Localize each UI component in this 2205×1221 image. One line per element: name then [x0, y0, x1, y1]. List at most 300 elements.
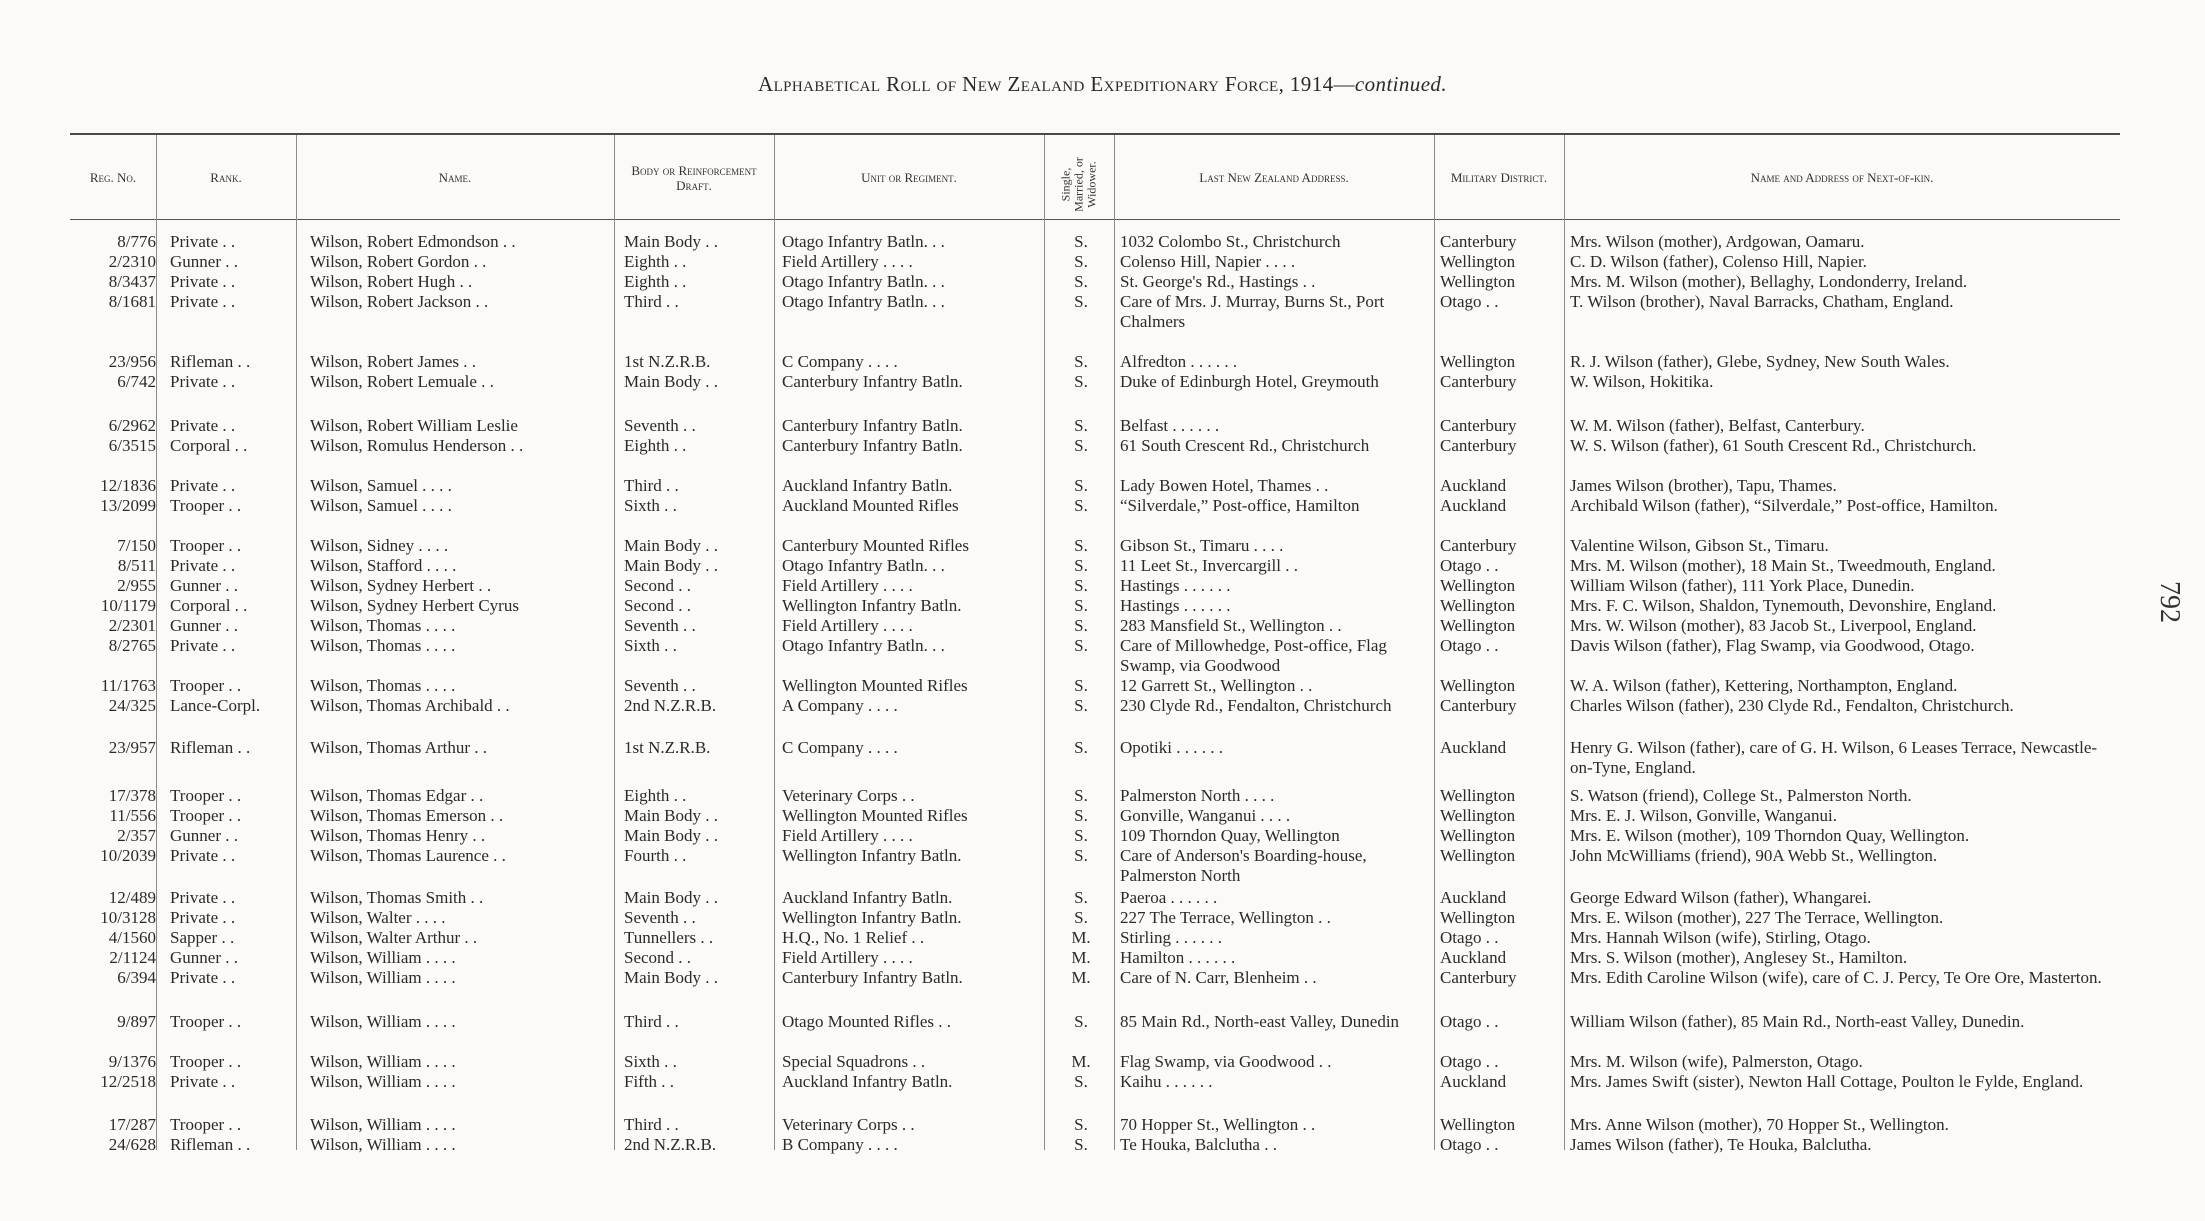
cell-reg: 10/1179	[100, 596, 156, 615]
cell-kin: W. M. Wilson (father), Belfast, Canterbury.	[1570, 416, 1865, 435]
cell-addr: Paeroa . . . . . .	[1120, 888, 1218, 907]
cell-kin: Mrs. E. J. Wilson, Gonville, Wanganui.	[1570, 806, 1837, 825]
cell-kin: Mrs. F. C. Wilson, Shaldon, Tynemouth, Devonshire, England.	[1570, 596, 1997, 615]
cell-name: Wilson, Sidney . . . .	[310, 536, 449, 555]
cell-name: Wilson, Thomas Archibald . .	[310, 696, 510, 715]
cell-body: Main Body . .	[624, 232, 718, 251]
cell-body: Eighth . .	[624, 272, 687, 291]
cell-name: Wilson, Thomas Henry . .	[310, 826, 486, 845]
cell-m: S.	[1074, 636, 1088, 655]
cell-body: Sixth . .	[624, 1052, 677, 1071]
cell-name: Wilson, Sydney Herbert Cyrus	[310, 596, 519, 615]
cell-dist: Auckland	[1440, 738, 1507, 757]
cell-rank: Trooper . .	[170, 1115, 242, 1134]
cell-m: S.	[1074, 1072, 1088, 1091]
cell-body: Second . .	[624, 948, 692, 967]
cell-addr: Gonville, Wanganui . . . .	[1120, 806, 1291, 825]
cell-kin: Mrs. M. Wilson (mother), 18 Main St., Tweedmouth, England.	[1570, 556, 1996, 575]
cell-rank: Trooper . .	[170, 786, 242, 805]
cell-rank: Rifleman . .	[170, 1135, 251, 1154]
cell-rank: Lance-Corpl.	[170, 696, 261, 715]
cell-reg: 6/3515	[108, 436, 156, 455]
cell-kin: Mrs. W. Wilson (mother), 83 Jacob St., Liverpool, England.	[1570, 616, 1977, 635]
cell-reg: 23/956	[108, 352, 156, 371]
cell-dist: Auckland	[1440, 1072, 1507, 1091]
cell-unit: Field Artillery . . . .	[782, 616, 913, 635]
cell-reg: 17/287	[108, 1115, 156, 1134]
cell-body: Main Body . .	[624, 536, 718, 555]
cell-kin: W. S. Wilson (father), 61 South Crescent Rd., Christchurch.	[1570, 436, 1977, 455]
cell-unit: Auckland Infantry Batln.	[782, 476, 953, 495]
cell-m: S.	[1074, 596, 1088, 615]
cell-dist: Auckland	[1440, 948, 1507, 967]
cell-reg: 11/1763	[100, 676, 156, 695]
cell-unit: Otago Infantry Batln. . .	[782, 636, 945, 655]
cell-unit: Canterbury Infantry Batln.	[782, 436, 963, 455]
cell-rank: Private . .	[170, 476, 236, 495]
cell-unit: Otago Infantry Batln. . .	[782, 556, 945, 575]
cell-unit: Auckland Infantry Batln.	[782, 1072, 953, 1091]
cell-m: S.	[1074, 252, 1088, 271]
cell-name: Wilson, Robert William Leslie	[310, 416, 518, 435]
page-title-continued: continued.	[1354, 72, 1447, 96]
cell-reg: 2/2310	[108, 252, 156, 271]
cell-kin: Henry G. Wilson (father), care of G. H. Wilson, 6 Leases Terrace, Newcastle-on-Tyne, England.	[1570, 738, 2098, 777]
cell-unit: C Company . . . .	[782, 352, 898, 371]
cell-reg: 12/1836	[100, 476, 156, 495]
header-marital: Single, Married, or Widower.	[1058, 157, 1099, 212]
cell-m: S.	[1074, 786, 1088, 805]
cell-unit: Field Artillery . . . .	[782, 252, 913, 271]
cell-name: Wilson, Robert Jackson . .	[310, 292, 489, 311]
cell-body: Third . .	[624, 1012, 679, 1031]
cell-kin: R. J. Wilson (father), Glebe, Sydney, New South Wales.	[1570, 352, 1950, 371]
cell-unit: Field Artillery . . . .	[782, 948, 913, 967]
cell-dist: Wellington	[1440, 576, 1516, 595]
cell-name: Wilson, Samuel . . . .	[310, 476, 452, 495]
cell-reg: 2/955	[117, 576, 156, 595]
cell-m: S.	[1074, 576, 1088, 595]
cell-name: Wilson, Robert Edmondson . .	[310, 232, 516, 251]
cell-rank: Private . .	[170, 272, 236, 291]
cell-addr: Gibson St., Timaru . . . .	[1120, 536, 1284, 555]
cell-name: Wilson, Robert Lemuale . .	[310, 372, 494, 391]
header-kin: Name and Address of Next-of-kin.	[1750, 170, 1934, 185]
cell-reg: 6/394	[117, 968, 156, 987]
cell-addr: 85 Main Rd., North-east Valley, Dunedin	[1120, 1012, 1400, 1031]
cell-body: 1st N.Z.R.B.	[624, 352, 711, 371]
cell-name: Wilson, Robert Hugh . .	[310, 272, 473, 291]
cell-unit: Wellington Mounted Rifles	[782, 806, 968, 825]
cell-reg: 23/957	[108, 738, 156, 757]
cell-rank: Private . .	[170, 968, 236, 987]
cell-addr: Palmerston North . . . .	[1120, 786, 1275, 805]
cell-reg: 24/325	[108, 696, 156, 715]
cell-unit: Canterbury Infantry Batln.	[782, 968, 963, 987]
cell-dist: Wellington	[1440, 826, 1516, 845]
cell-dist: Canterbury	[1440, 536, 1517, 555]
cell-reg: 7/150	[117, 536, 156, 555]
cell-addr: Hastings . . . . . .	[1120, 596, 1231, 615]
cell-rank: Private . .	[170, 1072, 236, 1091]
cell-body: 2nd N.Z.R.B.	[624, 1135, 717, 1154]
cell-unit: Otago Infantry Batln. . .	[782, 292, 945, 311]
cell-unit: A Company . . . .	[782, 696, 898, 715]
cell-body: Main Body . .	[624, 806, 718, 825]
cell-addr: Belfast . . . . . .	[1120, 416, 1220, 435]
cell-rank: Gunner . .	[170, 252, 238, 271]
cell-body: Tunnellers . .	[624, 928, 714, 947]
cell-addr: 283 Mansfield St., Wellington . .	[1120, 616, 1342, 635]
cell-reg: 6/742	[117, 372, 156, 391]
cell-m: S.	[1074, 416, 1088, 435]
cell-addr: 11 Leet St., Invercargill . .	[1120, 556, 1298, 575]
cell-body: Main Body . .	[624, 888, 718, 907]
cell-name: Wilson, William . . . .	[310, 968, 456, 987]
cell-name: Wilson, Thomas . . . .	[310, 616, 456, 635]
cell-unit: Canterbury Mounted Rifles	[782, 536, 969, 555]
cell-kin: Mrs. Anne Wilson (mother), 70 Hopper St., Wellington.	[1570, 1115, 1949, 1134]
cell-unit: Wellington Infantry Batln.	[782, 908, 962, 927]
cell-addr: Flag Swamp, via Goodwood . .	[1120, 1052, 1332, 1071]
cell-dist: Wellington	[1440, 908, 1516, 927]
cell-dist: Canterbury	[1440, 696, 1517, 715]
cell-reg: 8/511	[117, 556, 156, 575]
cell-kin: John McWilliams (friend), 90A Webb St., Wellington.	[1570, 846, 1938, 865]
cell-unit: Otago Infantry Batln. . .	[782, 272, 945, 291]
cell-body: 2nd N.Z.R.B.	[624, 696, 717, 715]
cell-body: Main Body . .	[624, 968, 718, 987]
cell-unit: Wellington Infantry Batln.	[782, 596, 962, 615]
cell-body: Third . .	[624, 1115, 679, 1134]
cell-dist: Wellington	[1440, 786, 1516, 805]
cell-reg: 13/2099	[100, 496, 156, 515]
cell-reg: 11/556	[109, 806, 156, 825]
cell-addr: Care of N. Carr, Blenheim . .	[1120, 968, 1317, 987]
cell-kin: Davis Wilson (father), Flag Swamp, via Goodwood, Otago.	[1570, 636, 1975, 655]
cell-addr: Opotiki . . . . . .	[1120, 738, 1223, 757]
cell-reg: 8/1681	[108, 292, 156, 311]
cell-name: Wilson, William . . . .	[310, 1052, 456, 1071]
cell-addr: 227 The Terrace, Wellington . .	[1120, 908, 1331, 927]
cell-dist: Auckland	[1440, 496, 1507, 515]
cell-body: Eighth . .	[624, 436, 687, 455]
cell-kin: Charles Wilson (father), 230 Clyde Rd., Fendalton, Christchurch.	[1570, 696, 2014, 715]
cell-dist: Canterbury	[1440, 232, 1517, 251]
cell-name: Wilson, Thomas . . . .	[310, 636, 456, 655]
cell-name: Wilson, Samuel . . . .	[310, 496, 452, 515]
cell-name: Wilson, Thomas Laurence . .	[310, 846, 506, 865]
cell-addr: Care of Mrs. J. Murray, Burns St., Port Chalmers	[1120, 292, 1385, 331]
cell-addr: Kaihu . . . . . .	[1120, 1072, 1213, 1091]
cell-m: S.	[1074, 372, 1088, 391]
cell-rank: Trooper . .	[170, 676, 242, 695]
cell-rank: Private . .	[170, 888, 236, 907]
cell-m: S.	[1074, 1115, 1088, 1134]
cell-name: Wilson, Walter Arthur . .	[310, 928, 478, 947]
cell-m: S.	[1074, 436, 1088, 455]
cell-name: Wilson, William . . . .	[310, 1012, 456, 1031]
cell-kin: C. D. Wilson (father), Colenso Hill, Napier.	[1570, 252, 1867, 271]
cell-name: Wilson, William . . . .	[310, 1072, 456, 1091]
page-title-main: Alphabetical Roll of New Zealand Expeditionary Force, 1914—	[758, 72, 1355, 96]
cell-reg: 10/3128	[100, 908, 156, 927]
cell-m: S.	[1074, 616, 1088, 635]
cell-m: M.	[1071, 968, 1091, 987]
cell-dist: Auckland	[1440, 888, 1507, 907]
cell-unit: Auckland Infantry Batln.	[782, 888, 953, 907]
cell-rank: Gunner . .	[170, 826, 238, 845]
cell-unit: Wellington Infantry Batln.	[782, 846, 962, 865]
cell-m: M.	[1071, 928, 1091, 947]
cell-m: S.	[1074, 496, 1088, 515]
cell-kin: Archibald Wilson (father), “Silverdale,” Post-office, Hamilton.	[1570, 496, 1998, 515]
cell-kin: James Wilson (brother), Tapu, Thames.	[1570, 476, 1837, 495]
cell-kin: Mrs. E. Wilson (mother), 227 The Terrace, Wellington.	[1570, 908, 1944, 927]
cell-kin: T. Wilson (brother), Naval Barracks, Chatham, England.	[1570, 292, 1954, 311]
cell-addr: 1032 Colombo St., Christchurch	[1120, 232, 1341, 251]
cell-dist: Otago . .	[1440, 556, 1499, 575]
header-unit: Unit or Regiment.	[861, 170, 957, 185]
cell-body: Sixth . .	[624, 496, 677, 515]
cell-name: Wilson, Thomas Edgar . .	[310, 786, 484, 805]
cell-rank: Trooper . .	[170, 536, 242, 555]
cell-dist: Otago . .	[1440, 1052, 1499, 1071]
cell-rank: Corporal . .	[170, 596, 248, 615]
cell-m: S.	[1074, 846, 1088, 865]
cell-rank: Gunner . .	[170, 948, 238, 967]
cell-rank: Rifleman . .	[170, 738, 251, 757]
cell-kin: George Edward Wilson (father), Whangarei.	[1570, 888, 1872, 907]
cell-body: Sixth . .	[624, 636, 677, 655]
cell-rank: Private . .	[170, 232, 236, 251]
page-number: 792	[2154, 581, 2185, 623]
cell-reg: 9/1376	[108, 1052, 156, 1071]
header-body: Body or Reinforcement Draft.	[631, 162, 757, 193]
cell-kin: Mrs. Wilson (mother), Ardgowan, Oamaru.	[1570, 232, 1865, 251]
cell-m: M.	[1071, 948, 1091, 967]
cell-kin: Mrs. M. Wilson (mother), Bellaghy, Londonderry, Ireland.	[1570, 272, 1968, 291]
cell-name: Wilson, Thomas Arthur . .	[310, 738, 488, 757]
cell-rank: Corporal . .	[170, 436, 248, 455]
cell-rank: Private . .	[170, 846, 236, 865]
cell-m: S.	[1074, 232, 1088, 251]
cell-unit: Wellington Mounted Rifles	[782, 676, 968, 695]
cell-reg: 8/3437	[108, 272, 156, 291]
cell-dist: Wellington	[1440, 806, 1516, 825]
cell-addr: Care of Millowhedge, Post-office, Flag Swamp, via Goodwood	[1120, 636, 1387, 675]
cell-addr: Stirling . . . . . .	[1120, 928, 1223, 947]
cell-reg: 24/628	[108, 1135, 156, 1154]
cell-addr: 61 South Crescent Rd., Christchurch	[1120, 436, 1370, 455]
cell-body: Eighth . .	[624, 252, 687, 271]
cell-m: S.	[1074, 1135, 1088, 1154]
header-rank: Rank.	[210, 170, 242, 185]
cell-rank: Sapper . .	[170, 928, 235, 947]
cell-reg: 8/776	[117, 232, 156, 251]
cell-rank: Trooper . .	[170, 1012, 242, 1031]
cell-name: Wilson, Robert Gordon . .	[310, 252, 487, 271]
cell-reg: 12/2518	[100, 1072, 156, 1091]
cell-rank: Trooper . .	[170, 496, 242, 515]
cell-m: S.	[1074, 556, 1088, 575]
cell-addr: Hastings . . . . . .	[1120, 576, 1231, 595]
cell-body: Eighth . .	[624, 786, 687, 805]
cell-dist: Wellington	[1440, 596, 1516, 615]
cell-name: Wilson, Thomas Smith . .	[310, 888, 484, 907]
cell-reg: 2/357	[117, 826, 156, 845]
cell-unit: C Company . . . .	[782, 738, 898, 757]
cell-unit: B Company . . . .	[782, 1135, 898, 1154]
cell-body: Seventh . .	[624, 908, 696, 927]
cell-unit: Veterinary Corps . .	[782, 786, 915, 805]
cell-body: Seventh . .	[624, 676, 696, 695]
cell-kin: Mrs. James Swift (sister), Newton Hall Cottage, Poulton le Fylde, England.	[1570, 1072, 2084, 1091]
cell-rank: Private . .	[170, 372, 236, 391]
cell-reg: 2/2301	[108, 616, 156, 635]
cell-dist: Otago . .	[1440, 292, 1499, 311]
cell-reg: 10/2039	[100, 846, 156, 865]
cell-dist: Canterbury	[1440, 372, 1517, 391]
cell-unit: Veterinary Corps . .	[782, 1115, 915, 1134]
cell-name: Wilson, Thomas . . . .	[310, 676, 456, 695]
cell-body: Third . .	[624, 292, 679, 311]
cell-kin: W. A. Wilson (father), Kettering, Northampton, England.	[1570, 676, 1958, 695]
cell-addr: “Silverdale,” Post-office, Hamilton	[1120, 496, 1360, 515]
cell-dist: Auckland	[1440, 476, 1507, 495]
cell-addr: Colenso Hill, Napier . . . .	[1120, 252, 1296, 271]
cell-rank: Rifleman . .	[170, 352, 251, 371]
cell-dist: Wellington	[1440, 616, 1516, 635]
cell-reg: 4/1560	[108, 928, 156, 947]
header-address: Last New Zealand Address.	[1199, 170, 1349, 185]
cell-unit: Special Squadrons . .	[782, 1052, 926, 1071]
cell-rank: Private . .	[170, 416, 236, 435]
cell-reg: 9/897	[117, 1012, 156, 1031]
cell-rank: Gunner . .	[170, 576, 238, 595]
cell-m: S.	[1074, 272, 1088, 291]
cell-name: Wilson, William . . . .	[310, 1115, 456, 1134]
cell-kin: James Wilson (father), Te Houka, Balclutha.	[1570, 1135, 1872, 1154]
cell-kin: W. Wilson, Hokitika.	[1570, 372, 1714, 391]
cell-body: Fourth . .	[624, 846, 687, 865]
cell-m: S.	[1074, 476, 1088, 495]
cell-name: Wilson, Thomas Emerson . .	[310, 806, 504, 825]
cell-addr: Lady Bowen Hotel, Thames . .	[1120, 476, 1329, 495]
cell-addr: Te Houka, Balclutha . .	[1120, 1135, 1277, 1154]
cell-name: Wilson, William . . . .	[310, 1135, 456, 1154]
cell-unit: Canterbury Infantry Batln.	[782, 372, 963, 391]
cell-reg: 8/2765	[108, 636, 156, 655]
cell-m: S.	[1074, 676, 1088, 695]
cell-m: S.	[1074, 1012, 1088, 1031]
cell-body: Main Body . .	[624, 826, 718, 845]
cell-dist: Wellington	[1440, 676, 1516, 695]
cell-dist: Wellington	[1440, 846, 1516, 865]
cell-dist: Wellington	[1440, 252, 1516, 271]
cell-kin: Mrs. Edith Caroline Wilson (wife), care of C. J. Percy, Te Ore Ore, Masterton.	[1570, 968, 2102, 987]
cell-dist: Canterbury	[1440, 968, 1517, 987]
cell-reg: 2/1124	[109, 948, 156, 967]
cell-dist: Canterbury	[1440, 436, 1517, 455]
cell-kin: Mrs. Hannah Wilson (wife), Stirling, Otago.	[1570, 928, 1871, 947]
cell-kin: Mrs. E. Wilson (mother), 109 Thorndon Quay, Wellington.	[1570, 826, 1970, 845]
cell-dist: Wellington	[1440, 272, 1516, 291]
cell-unit: Auckland Mounted Rifles	[782, 496, 959, 515]
cell-unit: Otago Mounted Rifles . .	[782, 1012, 952, 1031]
cell-addr: Care of Anderson's Boarding-house, Palmerston North	[1120, 846, 1367, 885]
cell-addr: 12 Garrett St., Wellington . .	[1120, 676, 1313, 695]
cell-body: Second . .	[624, 596, 692, 615]
cell-dist: Otago . .	[1440, 1012, 1499, 1031]
cell-body: Main Body . .	[624, 372, 718, 391]
cell-body: Seventh . .	[624, 416, 696, 435]
cell-name: Wilson, Stafford . . . .	[310, 556, 457, 575]
cell-m: S.	[1074, 536, 1088, 555]
cell-m: S.	[1074, 738, 1088, 757]
cell-unit: Otago Infantry Batln. . .	[782, 232, 945, 251]
cell-dist: Wellington	[1440, 1115, 1516, 1134]
cell-rank: Trooper . .	[170, 1052, 242, 1071]
cell-dist: Otago . .	[1440, 1135, 1499, 1154]
cell-addr: 109 Thorndon Quay, Wellington	[1120, 826, 1340, 845]
cell-name: Wilson, Robert James . .	[310, 352, 476, 371]
cell-body: Main Body . .	[624, 556, 718, 575]
cell-rank: Trooper . .	[170, 806, 242, 825]
cell-m: S.	[1074, 292, 1088, 311]
cell-addr: Duke of Edinburgh Hotel, Greymouth	[1120, 372, 1379, 391]
cell-unit: H.Q., No. 1 Relief . .	[782, 928, 925, 947]
cell-m: S.	[1074, 806, 1088, 825]
cell-m: S.	[1074, 826, 1088, 845]
cell-body: Fifth . .	[624, 1072, 675, 1091]
header-district: Military District.	[1450, 170, 1548, 185]
cell-reg: 6/2962	[108, 416, 156, 435]
cell-kin: Mrs. S. Wilson (mother), Anglesey St., Hamilton.	[1570, 948, 1908, 967]
cell-rank: Gunner . .	[170, 616, 238, 635]
cell-body: Second . .	[624, 576, 692, 595]
cell-dist: Otago . .	[1440, 928, 1499, 947]
cell-dist: Wellington	[1440, 352, 1516, 371]
cell-m: S.	[1074, 888, 1088, 907]
cell-dist: Otago . .	[1440, 636, 1499, 655]
cell-reg: 17/378	[108, 786, 156, 805]
cell-body: Third . .	[624, 476, 679, 495]
cell-body: Seventh . .	[624, 616, 696, 635]
cell-addr: Hamilton . . . . . .	[1120, 948, 1236, 967]
cell-name: Wilson, William . . . .	[310, 948, 456, 967]
cell-addr: 230 Clyde Rd., Fendalton, Christchurch	[1120, 696, 1392, 715]
cell-dist: Canterbury	[1440, 416, 1517, 435]
cell-unit: Field Artillery . . . .	[782, 826, 913, 845]
cell-rank: Private . .	[170, 636, 236, 655]
header-reg-no: Reg. No.	[89, 170, 137, 185]
cell-name: Wilson, Romulus Henderson . .	[310, 436, 524, 455]
cell-m: S.	[1074, 908, 1088, 927]
cell-rank: Private . .	[170, 292, 236, 311]
cell-m: S.	[1074, 696, 1088, 715]
cell-kin: William Wilson (father), 85 Main Rd., North-east Valley, Dunedin.	[1570, 1012, 2025, 1031]
cell-kin: S. Watson (friend), College St., Palmerston North.	[1570, 786, 1912, 805]
cell-kin: Mrs. M. Wilson (wife), Palmerston, Otago.	[1570, 1052, 1863, 1071]
cell-reg: 12/489	[108, 888, 156, 907]
cell-kin: William Wilson (father), 111 York Place, Dunedin.	[1570, 576, 1915, 595]
cell-unit: Field Artillery . . . .	[782, 576, 913, 595]
cell-rank: Private . .	[170, 556, 236, 575]
cell-addr: St. George's Rd., Hastings . .	[1120, 272, 1316, 291]
header-name: Name.	[438, 170, 472, 185]
cell-m: S.	[1074, 352, 1088, 371]
